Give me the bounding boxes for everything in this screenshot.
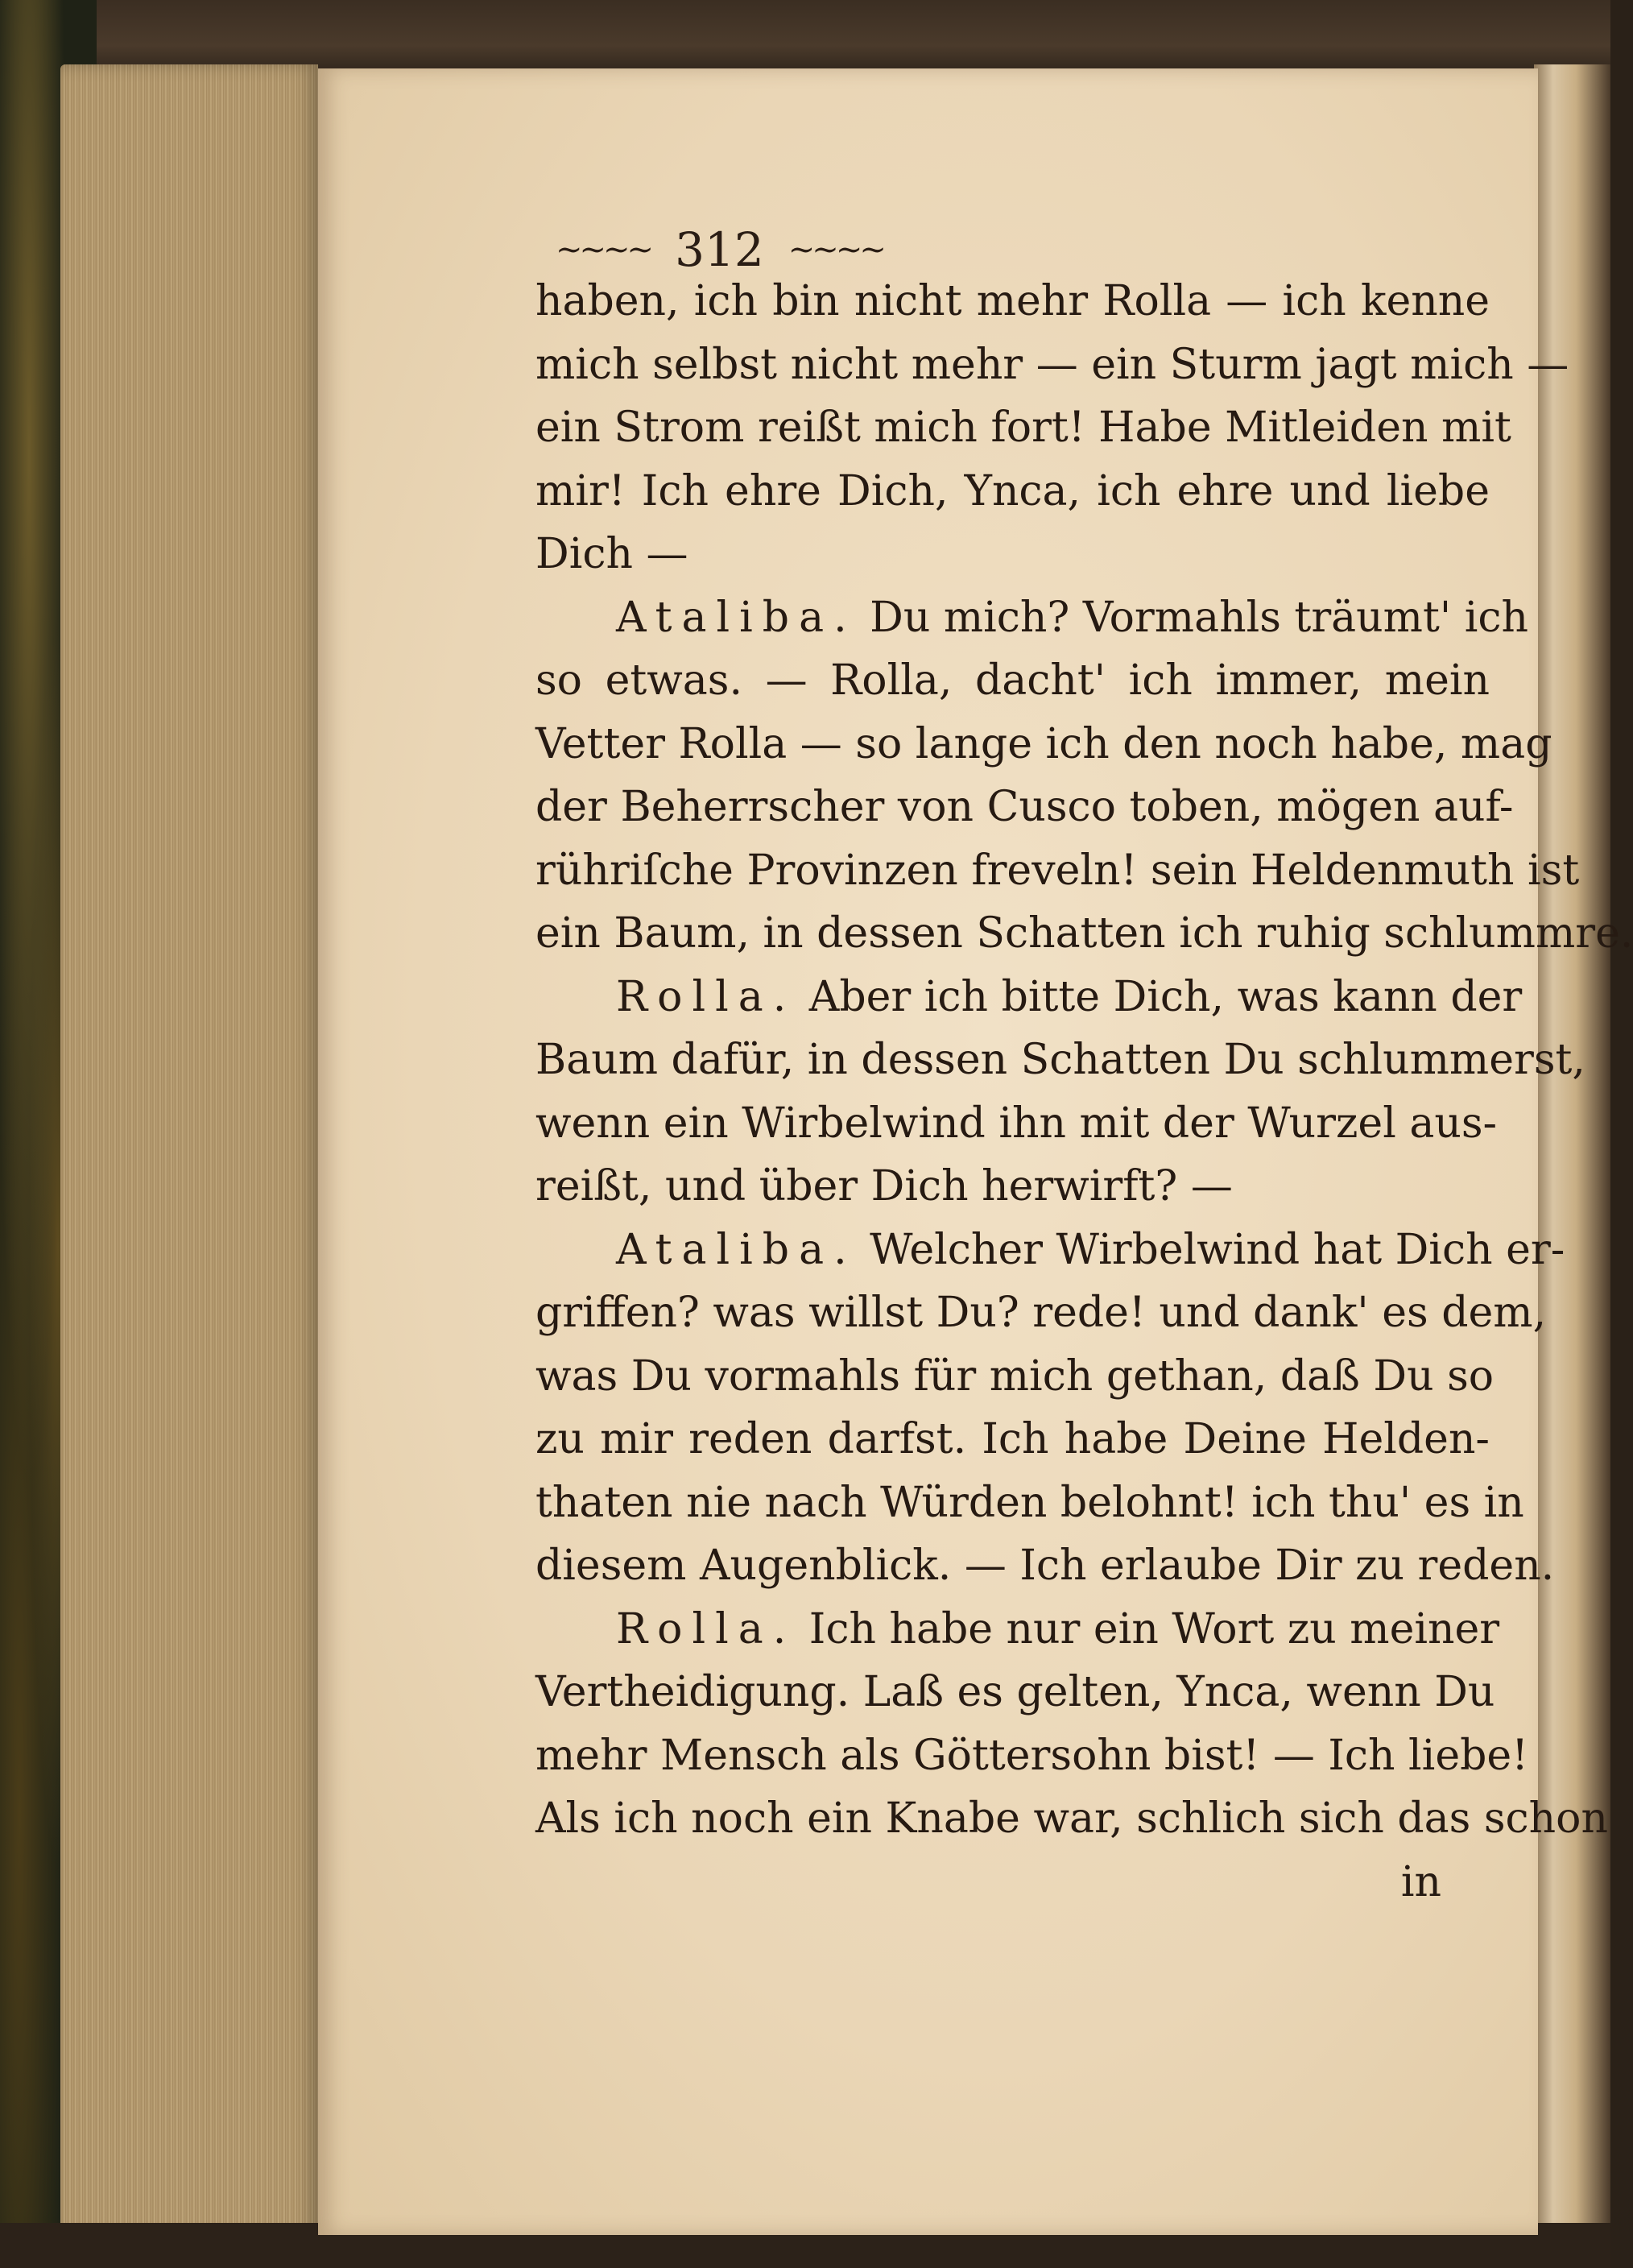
speaker-name: Rolla. [616,972,796,1021]
text-line: mir! Ich ehre Dich, Ynca, ich ehre und liebe [535,466,1490,515]
speaker-name: Rolla. [616,1604,796,1653]
header-ornament-left: ~~~~ [556,231,651,268]
text-line: reißt, und über Dich herwirft? — [535,1162,1233,1211]
speaker-name: Ataliba. [616,1225,857,1274]
dialogue-line: Rolla. Ich habe nur ein Wort zu meiner [616,1604,1500,1653]
text-line: Als ich noch ein Knabe war, schlich sich das schon [535,1794,1608,1843]
dialogue-line: Rolla. Aber ich bitte Dich, was kann der [616,972,1523,1021]
text-line: ein Baum, in dessen Schatten ich ruhig schlummre. [535,909,1633,958]
page-body-text [535,270,1633,1914]
page-number: 312 [675,222,764,277]
text-line: haben, ich bin nicht mehr Rolla — ich kenne [535,277,1490,325]
catchword: in [1400,1857,1441,1906]
text-line: Dich — [535,530,688,578]
facing-page-edge [1534,64,1610,2268]
text-line: thaten nie nach Würden belohnt! ich thu' es in [535,1478,1524,1527]
text-line: ein Strom reißt mich fort! Habe Mitleiden mit [535,404,1511,452]
text-line: diesem Augenblick. — Ich erlaube Dir zu reden. [535,1542,1555,1590]
text-line: mich selbst nicht mehr — ein Sturm jagt mich — [535,340,1569,389]
dialogue-line: Ataliba. Welcher Wirbelwind hat Dich er- [616,1225,1565,1274]
text-line: rühriſche Provinzen freveln! sein Heldenmuth ist [535,846,1580,895]
text-line: was Du vormahls für mich gethan, daß Du so [535,1351,1495,1401]
text-line: Vetter Rolla — so lange ich den noch habe, mag [535,719,1552,768]
text-line: griffen? was willst Du? rede! und dank' es dem, [535,1289,1547,1337]
text-line: Vertheidigung. Laß es gelten, Ynca, wenn Du [535,1668,1495,1716]
header-ornament-right: ~~~~ [788,231,883,268]
page-block-edges [60,64,318,2239]
speaker-name: Ataliba. [616,593,857,642]
text-line: Baum dafür, in dessen Schatten Du schlummerst, [535,1036,1585,1084]
dialogue-line: Ataliba. Du mich? Vormahls träumt' ich [616,593,1528,642]
text-line: wenn ein Wirbelwind ihn mit der Wurzel aus- [535,1099,1498,1148]
text-line: zu mir reden darfst. Ich habe Deine Helden- [535,1415,1490,1463]
text-line: der Beherrscher von Cusco toben, mögen auf- [535,783,1514,831]
text-line: so etwas. — Rolla, dacht' ich immer, mein [535,656,1490,705]
text-line: mehr Mensch als Göttersohn bist! — Ich liebe! [535,1731,1529,1780]
